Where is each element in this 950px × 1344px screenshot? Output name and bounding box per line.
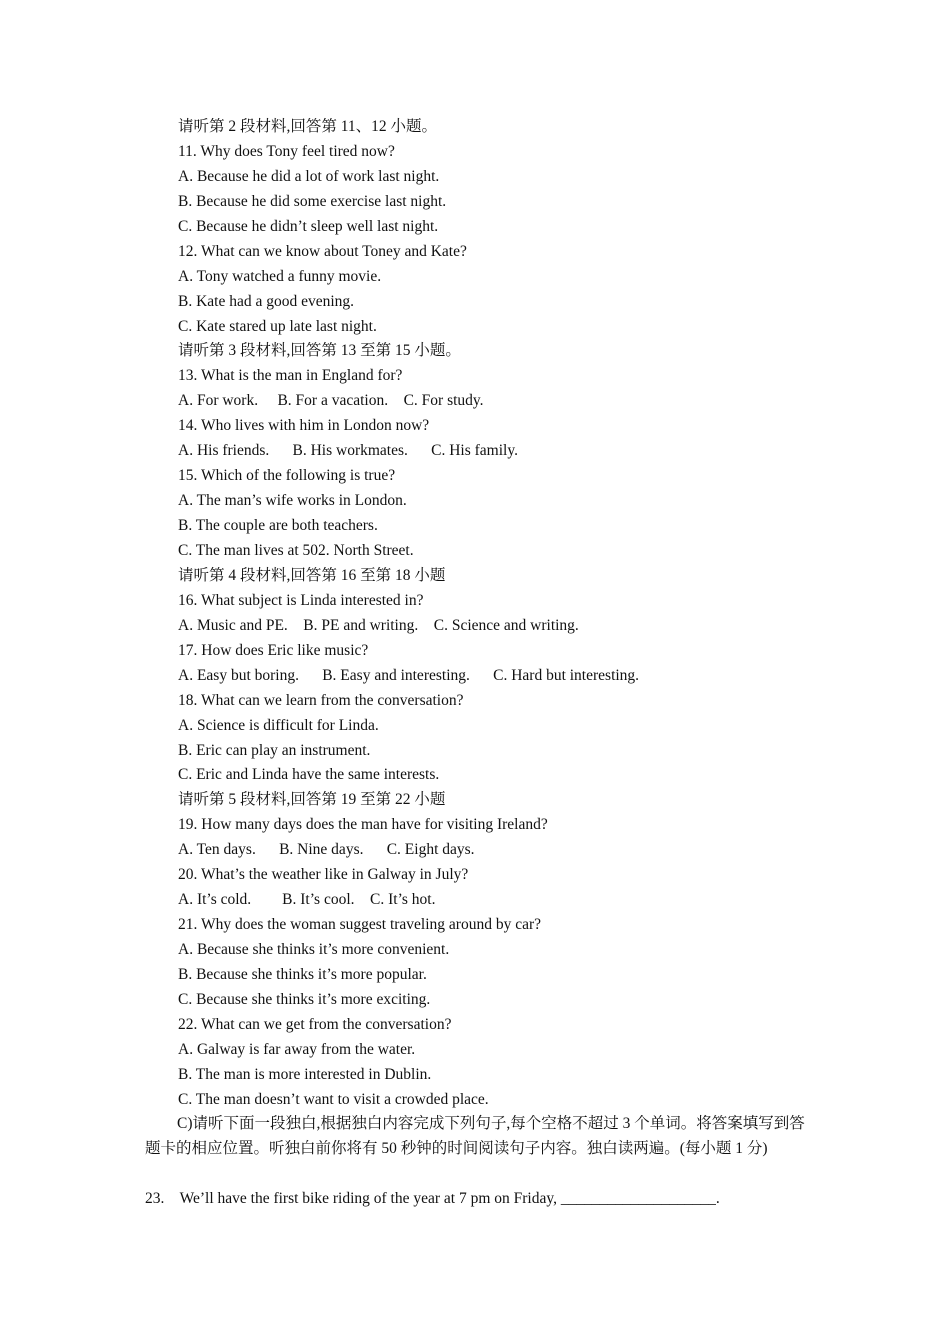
text-line: 11. Why does Tony feel tired now? <box>178 142 395 160</box>
text-line: C. Because she thinks it’s more exciting. <box>178 990 431 1008</box>
text-line: A. For work. B. For a vacation. C. For study. <box>178 392 484 410</box>
text-line: 18. What can we learn from the conversation? <box>178 691 464 709</box>
text-line: 请听第 2 段材料,回答第 11、12 小题。 <box>178 118 438 135</box>
text-line: C. Eric and Linda have the same interests. <box>178 766 440 784</box>
text-line: A. Because he did a lot of work last night. <box>178 167 440 185</box>
text-line: A. Ten days. B. Nine days. C. Eight days. <box>178 841 475 859</box>
text-line: 12. What can we know about Toney and Kate? <box>178 242 467 260</box>
text-line: A. Music and PE. B. PE and writing. C. Science and writing. <box>178 616 579 634</box>
text-line: C. The man lives at 502. North Street. <box>178 541 414 559</box>
text-line: B. Eric can play an instrument. <box>178 741 371 759</box>
text-line: 17. How does Eric like music? <box>178 641 369 659</box>
text-line: B. Because she thinks it’s more popular. <box>178 965 427 983</box>
text-line: A. Science is difficult for Linda. <box>178 716 379 734</box>
text-line: C. Kate stared up late last night. <box>178 317 377 335</box>
text-line: 请听第 3 段材料,回答第 13 至第 15 小题。 <box>178 342 461 360</box>
text-line: 22. What can we get from the conversation? <box>178 1015 452 1033</box>
text-line: B. Kate had a good evening. <box>178 292 355 310</box>
text-line: A. His friends. B. His workmates. C. His family. <box>178 442 518 460</box>
section-c-instructions <box>145 1111 810 1161</box>
text-line: B. The man is more interested in Dublin. <box>178 1065 432 1083</box>
text-line: 14. Who lives with him in London now? <box>178 417 430 435</box>
text-line: A. The man’s wife works in London. <box>178 492 407 510</box>
text-line: A. It’s cold. B. It’s cool. C. It’s hot. <box>178 891 436 909</box>
text-line: A. Tony watched a funny movie. <box>178 267 382 285</box>
text-line: 19. How many days does the man have for visiting Ireland? <box>178 816 548 834</box>
text-line: A. Easy but boring. B. Easy and interesting. C. Hard but interesting. <box>178 666 640 684</box>
text-line: 15. Which of the following is true? <box>178 467 396 485</box>
text-line: B. The couple are both teachers. <box>178 517 378 535</box>
text-line: 20. What’s the weather like in Galway in July? <box>178 866 469 884</box>
text-line: A. Galway is far away from the water. <box>178 1040 416 1058</box>
section-c-text: C)请听下面一段独白,根据独白内容完成下列句子,每个空格不超过 3 个单词。将答案填写到答题卡的相应位置。听独白前你将有 50 秒钟的时间阅读句子内容。独白读两遍。(每小题 1 分) <box>145 1115 805 1157</box>
text-line: A. Because she thinks it’s more convenient. <box>178 941 450 959</box>
text-line: C. The man doesn’t want to visit a crowded place. <box>178 1090 489 1108</box>
text-line: C. Because he didn’t sleep well last night. <box>178 217 439 235</box>
text-line: 请听第 4 段材料,回答第 16 至第 18 小题 <box>178 566 446 584</box>
text-line: 请听第 5 段材料,回答第 19 至第 22 小题 <box>178 791 446 809</box>
text-line: 13. What is the man in England for? <box>178 367 403 385</box>
question-23: 23. We’ll have the first bike riding of the year at 7 pm on Friday, ____________________. <box>145 1190 720 1207</box>
text-line: 21. Why does the woman suggest traveling around by car? <box>178 916 542 934</box>
text-line: B. Because he did some exercise last night. <box>178 192 447 210</box>
text-line: 16. What subject is Linda interested in? <box>178 591 424 609</box>
